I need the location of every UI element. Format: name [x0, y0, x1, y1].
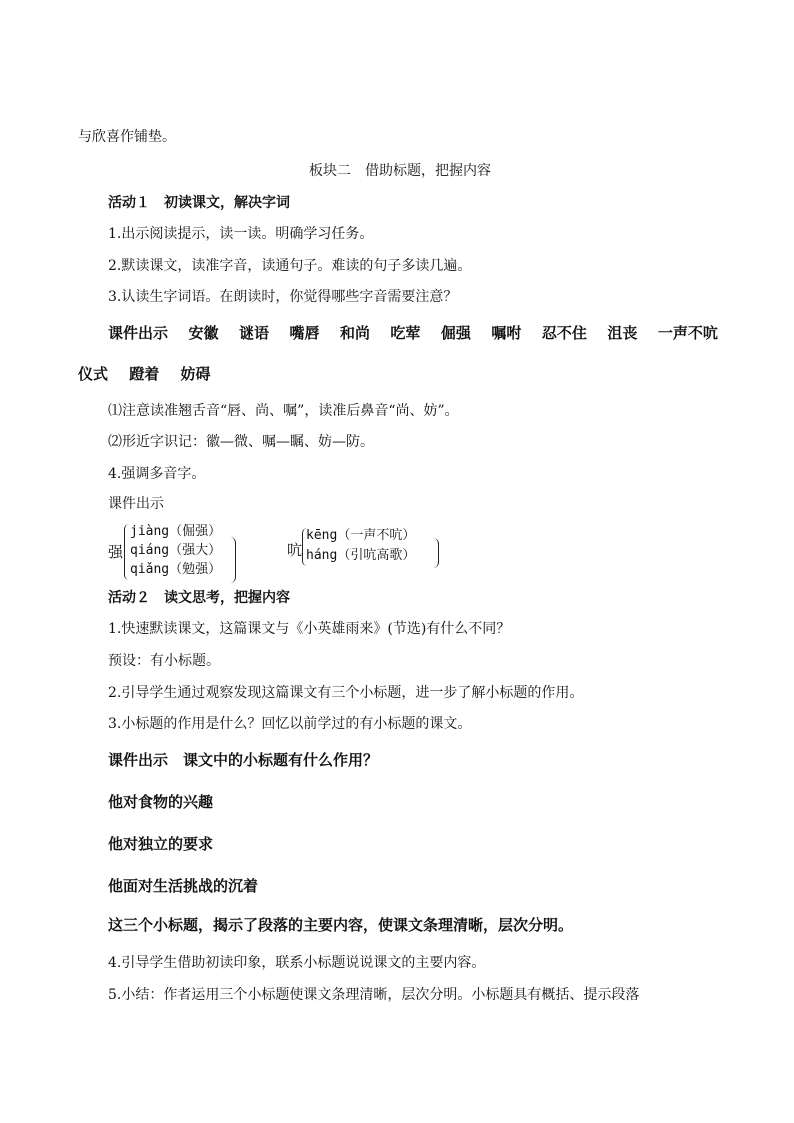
text-line: 4.引导学生借助初读印象，联系小标题说说课文的主要内容。 — [108, 955, 486, 971]
summary-bold: 这三个小标题，揭示了段落的主要内容，使课文条理清晰，层次分明。 — [108, 916, 574, 934]
vocab-row — [108, 323, 718, 343]
text-line: 预设：有小标题。 — [108, 653, 220, 669]
vocab-word: 倔强 — [440, 324, 471, 342]
vocab-word: 妨碍 — [180, 365, 211, 383]
pinyin-reading: qiáng（强大） — [130, 543, 222, 558]
subtitle-item: 他对独立的要求 — [108, 835, 214, 853]
vocab-word: 谜语 — [238, 324, 269, 342]
vocab-word: 嘱咐 — [491, 324, 522, 342]
vocab-word: 安徽 — [188, 324, 219, 342]
activity-heading: 活动１ 初读课文，解决字词 — [108, 195, 290, 211]
vocab-word: 吃荤 — [390, 324, 421, 342]
vocab-word: 仪式 — [78, 365, 109, 383]
right-bracket — [230, 537, 236, 583]
vocab-word: 忍不住 — [541, 324, 587, 342]
subtitle-item: 他面对生活挑战的沉着 — [108, 877, 259, 895]
text-line: ⑵形近字识记：徽—微、嘱—瞩、妨—防。 — [108, 434, 374, 450]
text-line: 1.出示阅读提示，读一读。明确学习任务。 — [108, 226, 374, 242]
activity-heading: 活动２ 读文思考，把握内容 — [108, 590, 290, 606]
text-line: 1.快速默读课文，这篇课文与《小英雄雨来》(节选)有什么不同？ — [108, 621, 511, 637]
left-brace — [124, 524, 129, 580]
text-line: 5.小结：作者运用三个小标题使课文条理清晰，层次分明。小标题具有概括、提示段落 — [108, 987, 640, 1003]
pinyin-reading: qiǎng（勉强） — [130, 562, 222, 577]
polyphone-char: 强 — [108, 543, 124, 561]
text-line: 2.默读课文，读准字音，读通句子。难读的句子多读几遍。 — [108, 258, 472, 274]
vocab-word: 蹬着 — [129, 365, 160, 383]
text-line: 3.小标题的作用是什么？回忆以前学过的有小标题的课文。 — [108, 716, 472, 732]
pinyin-reading: jiàng（倔强） — [130, 524, 222, 539]
pinyin-reading: kēng（一声不吭） — [306, 528, 416, 543]
subtitle-item: 他对食物的兴趣 — [108, 793, 214, 811]
text-line: 与欣喜作铺垫。 — [78, 129, 176, 145]
vocab-word: 一声不吭 — [657, 324, 718, 342]
vocab-row — [78, 364, 227, 384]
text-line: 3.认读生字词语。在朗读时，你觉得哪些字音需要注意？ — [108, 289, 458, 305]
courseware-question: 课件出示 课文中的小标题有什么作用？ — [108, 751, 379, 769]
text-line: 2.引导学生通过观察发现这篇课文有三个小标题，进一步了解小标题的作用。 — [108, 685, 584, 701]
text-line: ⑴注意读准翘舌音“唇、尚、嘱”，读准后鼻音“尚、妨”。 — [108, 403, 459, 419]
pinyin-reading: háng（引吭高歌） — [306, 548, 416, 563]
right-bracket — [433, 538, 439, 568]
polyphone-char: 吭 — [287, 541, 303, 559]
vocab-word: 和尚 — [339, 324, 370, 342]
text-line: 4.强调多音字。 — [108, 466, 206, 482]
vocab-label: 课件出示 — [108, 324, 169, 342]
courseware-label: 课件出示 — [108, 496, 164, 512]
vocab-word: 沮丧 — [607, 324, 638, 342]
section-title: 板块二 借助标题，把握内容 — [309, 163, 491, 179]
vocab-word: 嘴唇 — [289, 324, 320, 342]
